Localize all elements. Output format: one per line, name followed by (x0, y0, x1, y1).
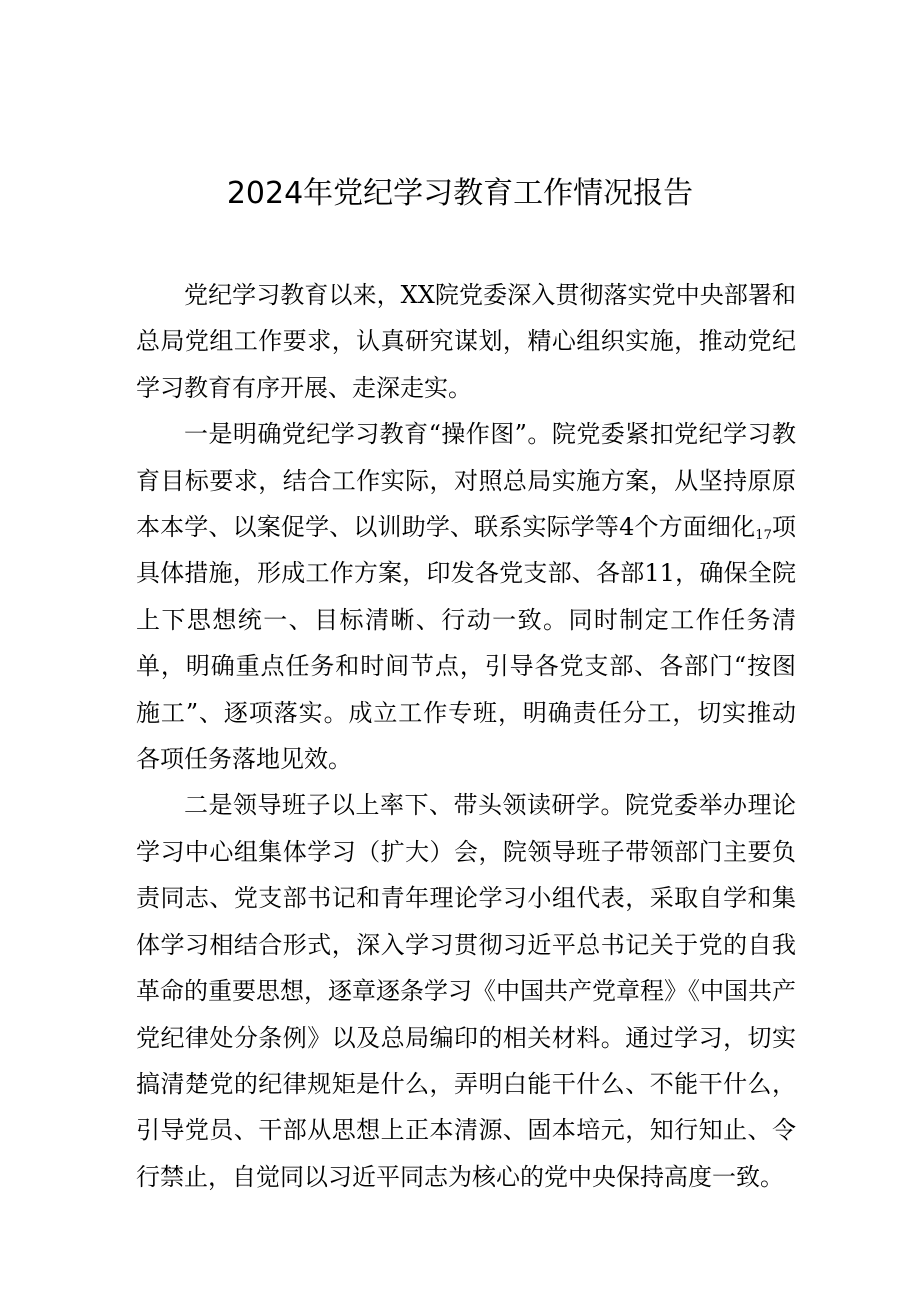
paragraph-one-text-after: 项具体措施，形成工作方案，印发各党支部、各部11，确保全院上下思想统一、目标清晰、行动一致。同时制定工作任务清单，明确重点任务和时间节点，引导各党支部、各部门“按图施工”、逐项落实。成立工作专班，明确责任分工，切实推动各项任务落地见效。 (136, 513, 796, 774)
document-title: 2024年党纪学习教育工作情况报告 (226, 176, 694, 211)
paragraph-one-subscript: 17 (755, 528, 772, 544)
document-body (136, 272, 796, 1200)
paragraph-one (136, 411, 796, 782)
paragraph-two: 二是领导班子以上率下、带头领读研学。院党委举办理论学习中心组集体学习（扩大）会，院领导班子带领部门主要负责同志、党支部书记和青年理论学习小组代表，采取自学和集体学习相结合形式，深入学习贯彻习近平总书记关于党的自我革命的重要思想，逐章逐条学习《中国共产党章程》《中国共产党纪律处分条例》以及总局编印的相关材料。通过学习，切实搞清楚党的纪律规矩是什么，弄明白能干什么、不能干什么，引导党员、干部从思想上正本清源、固本培元，知行知止、令行禁止，自觉同以习近平同志为核心的党中央保持高度一致。 (136, 791, 796, 1191)
paragraph-one-text-before: 一是明确党纪学习教育“操作图”。院党委紧扣党纪学习教育目标要求，结合工作实际，对照总局实施方案，从坚持原原本本学、以案促学、以训助学、联系实际学等4个方面细化 (136, 420, 796, 542)
paragraph-intro: 党纪学习教育以来，XX院党委深入贯彻落实党中央部署和总局党组工作要求，认真研究谋划，精心组织实施，推动党纪学习教育有序开展、走深走实。 (136, 281, 796, 402)
